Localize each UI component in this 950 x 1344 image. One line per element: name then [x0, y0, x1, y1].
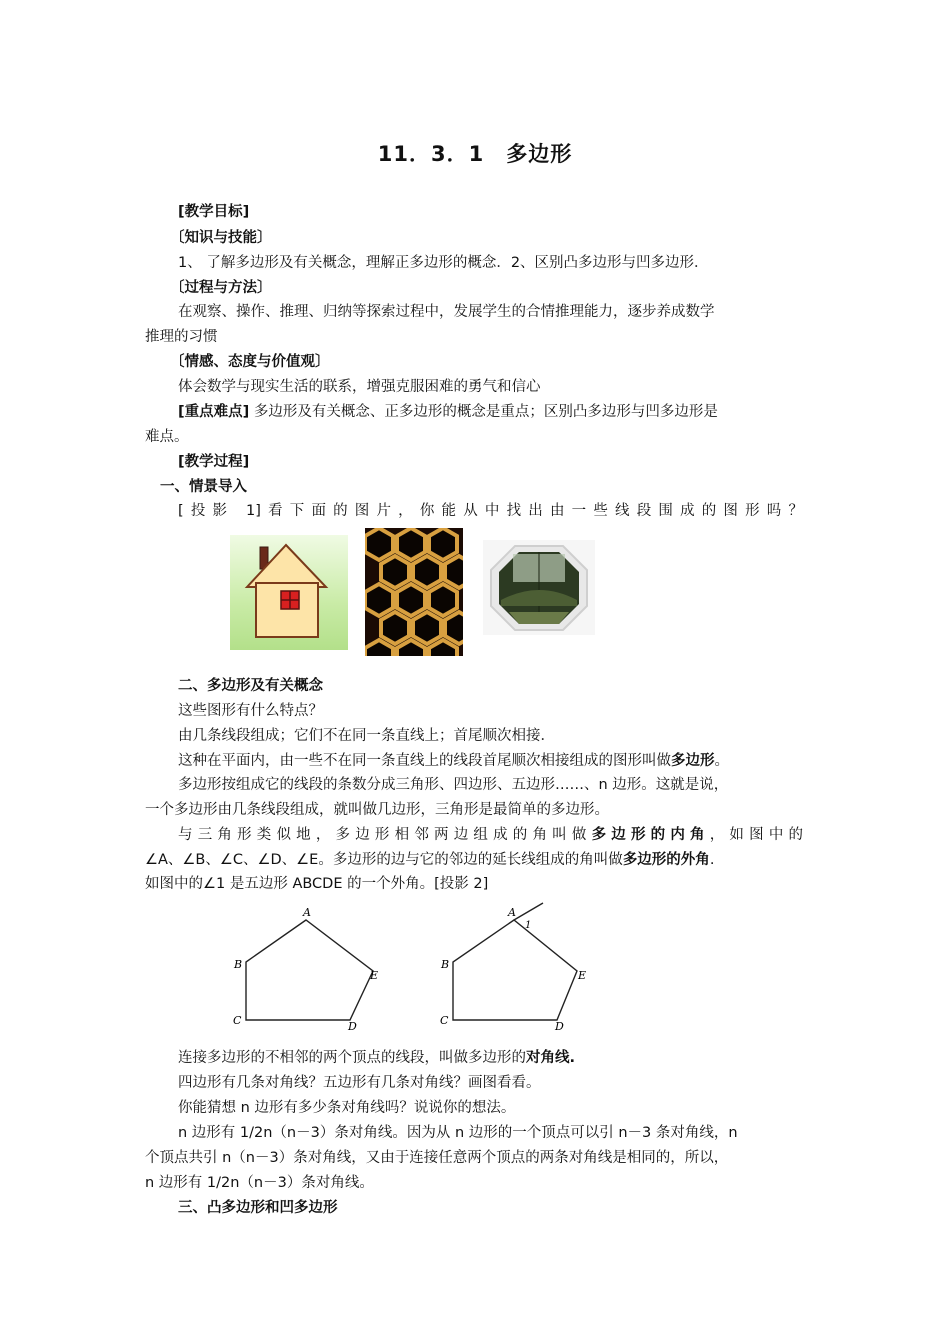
process-method-header: 〔过程与方法〕: [170, 280, 272, 296]
goals-header: [教学目标]: [178, 204, 250, 220]
label-B-right: B: [441, 958, 450, 971]
para-diagonal-formula-1: n 边形有 1/2n（n－3）条对角线。因为从 n 边形的一个顶点可以引 n－3 条对角线，n: [178, 1125, 738, 1141]
house-drawing: [230, 535, 348, 650]
key-points-line-2: 难点。: [145, 429, 189, 445]
label-A-right: A: [508, 906, 516, 919]
para-features-answer: 由几条线段组成；它们不在同一条直线上；首尾顺次相接．: [178, 728, 555, 744]
label-D-right: D: [555, 1020, 564, 1033]
term-diagonal: 对角线.: [526, 1050, 576, 1066]
term-polygon: 多边形: [671, 753, 715, 769]
honeycomb-image: [365, 528, 463, 656]
section-1-text: [投影 1]看下面的图片，你能从中找出由一些线段围成的图形吗？: [178, 503, 803, 519]
para-polygon-definition: 这种在平面内，由一些不在同一条直线上的线段首尾顺次相接组成的图形叫做多边形。: [178, 753, 729, 769]
knowledge-header: 〔知识与技能〕: [170, 230, 272, 246]
label-C-right: C: [440, 1014, 449, 1027]
term-interior-angle: 多边形的内角: [591, 827, 710, 843]
section-3-header: 三、凸多边形和凹多边形: [178, 1200, 338, 1216]
section-1-header: 一、情景导入: [160, 479, 247, 495]
pentagon-figures: [225, 900, 605, 1035]
key-points-text: 多边形及有关概念、正多边形的概念是重点；区别凸多边形与凹多边形是: [249, 404, 718, 420]
octagon-window-image: [483, 540, 595, 635]
emotion-header: 〔情感、态度与价值观〕: [170, 354, 330, 370]
label-E-left: E: [370, 969, 379, 982]
process-header: [教学过程]: [178, 454, 250, 470]
para-diagonal-question: 四边形有几条对角线？五边形有几条对角线？画图看看。: [178, 1075, 541, 1091]
label-exterior-angle-1: 1: [525, 920, 532, 931]
page-title: 11．3．1 多边形: [377, 142, 573, 166]
pentagon-right: [453, 903, 577, 1020]
para-diagonal-formula-3: n 边形有 1/2n（n－3）条对角线。: [145, 1175, 374, 1191]
process-method-text-2: 推理的习惯: [145, 329, 218, 345]
octagon-window-drawing: [483, 540, 595, 635]
emotion-text: 体会数学与现实生活的联系，增强克服困难的勇气和信心: [178, 379, 541, 395]
para-exterior-angle: ∠A、∠B、∠C、∠D、∠E。多边形的边与它的邻边的延长线组成的角叫做多边形的外角.: [145, 852, 715, 868]
label-C-left: C: [233, 1014, 242, 1027]
para-diagonal-formula-2: 个顶点共引 n（n－3）条对角线，又由于连接任意两个顶点的两条对角线是相同的，所以，: [145, 1150, 729, 1166]
key-points-label: [重点难点]: [178, 404, 250, 420]
para-classification-2: 一个多边形由几条线段组成，就叫做几边形，三角形是最简单的多边形。: [145, 802, 609, 818]
label-B-left: B: [234, 958, 243, 971]
knowledge-text: 1、 了解多边形及有关概念，理解正多边形的概念．2、区别凸多边形与凹多边形．: [178, 255, 709, 271]
para-classification-1: 多边形按组成它的线段的条数分成三角形、四边形、五边形……、n 边形。这就是说，: [178, 777, 729, 793]
term-exterior-angle: 多边形的外角: [622, 852, 710, 868]
label-D-left: D: [348, 1020, 357, 1033]
pentagon-left: [246, 920, 373, 1020]
section-2-header: 二、多边形及有关概念: [178, 678, 323, 694]
para-diagonal-guess: 你能猜想 n 边形有多少条对角线吗？说说你的想法。: [178, 1100, 516, 1116]
para-interior-angle: 与三角形类似地，多边形相邻两边组成的角叫做多边形的内角，如图中的: [178, 827, 804, 843]
honeycomb-drawing: [365, 528, 463, 656]
label-E-right: E: [578, 969, 587, 982]
label-A-left: A: [303, 906, 311, 919]
para-diagonal-definition: 连接多边形的不相邻的两个顶点的线段，叫做多边形的对角线.: [178, 1050, 576, 1066]
para-features-question: 这些图形有什么特点？: [178, 703, 323, 719]
house-image: [230, 535, 348, 650]
key-points-line-1: [178, 402, 718, 422]
process-method-text-1: 在观察、操作、推理、归纳等探索过程中，发展学生的合情推理能力，逐步养成数学: [178, 304, 715, 320]
para-exterior-example: 如图中的∠1 是五边形 ABCDE 的一个外角。[投影 2]: [145, 876, 489, 892]
